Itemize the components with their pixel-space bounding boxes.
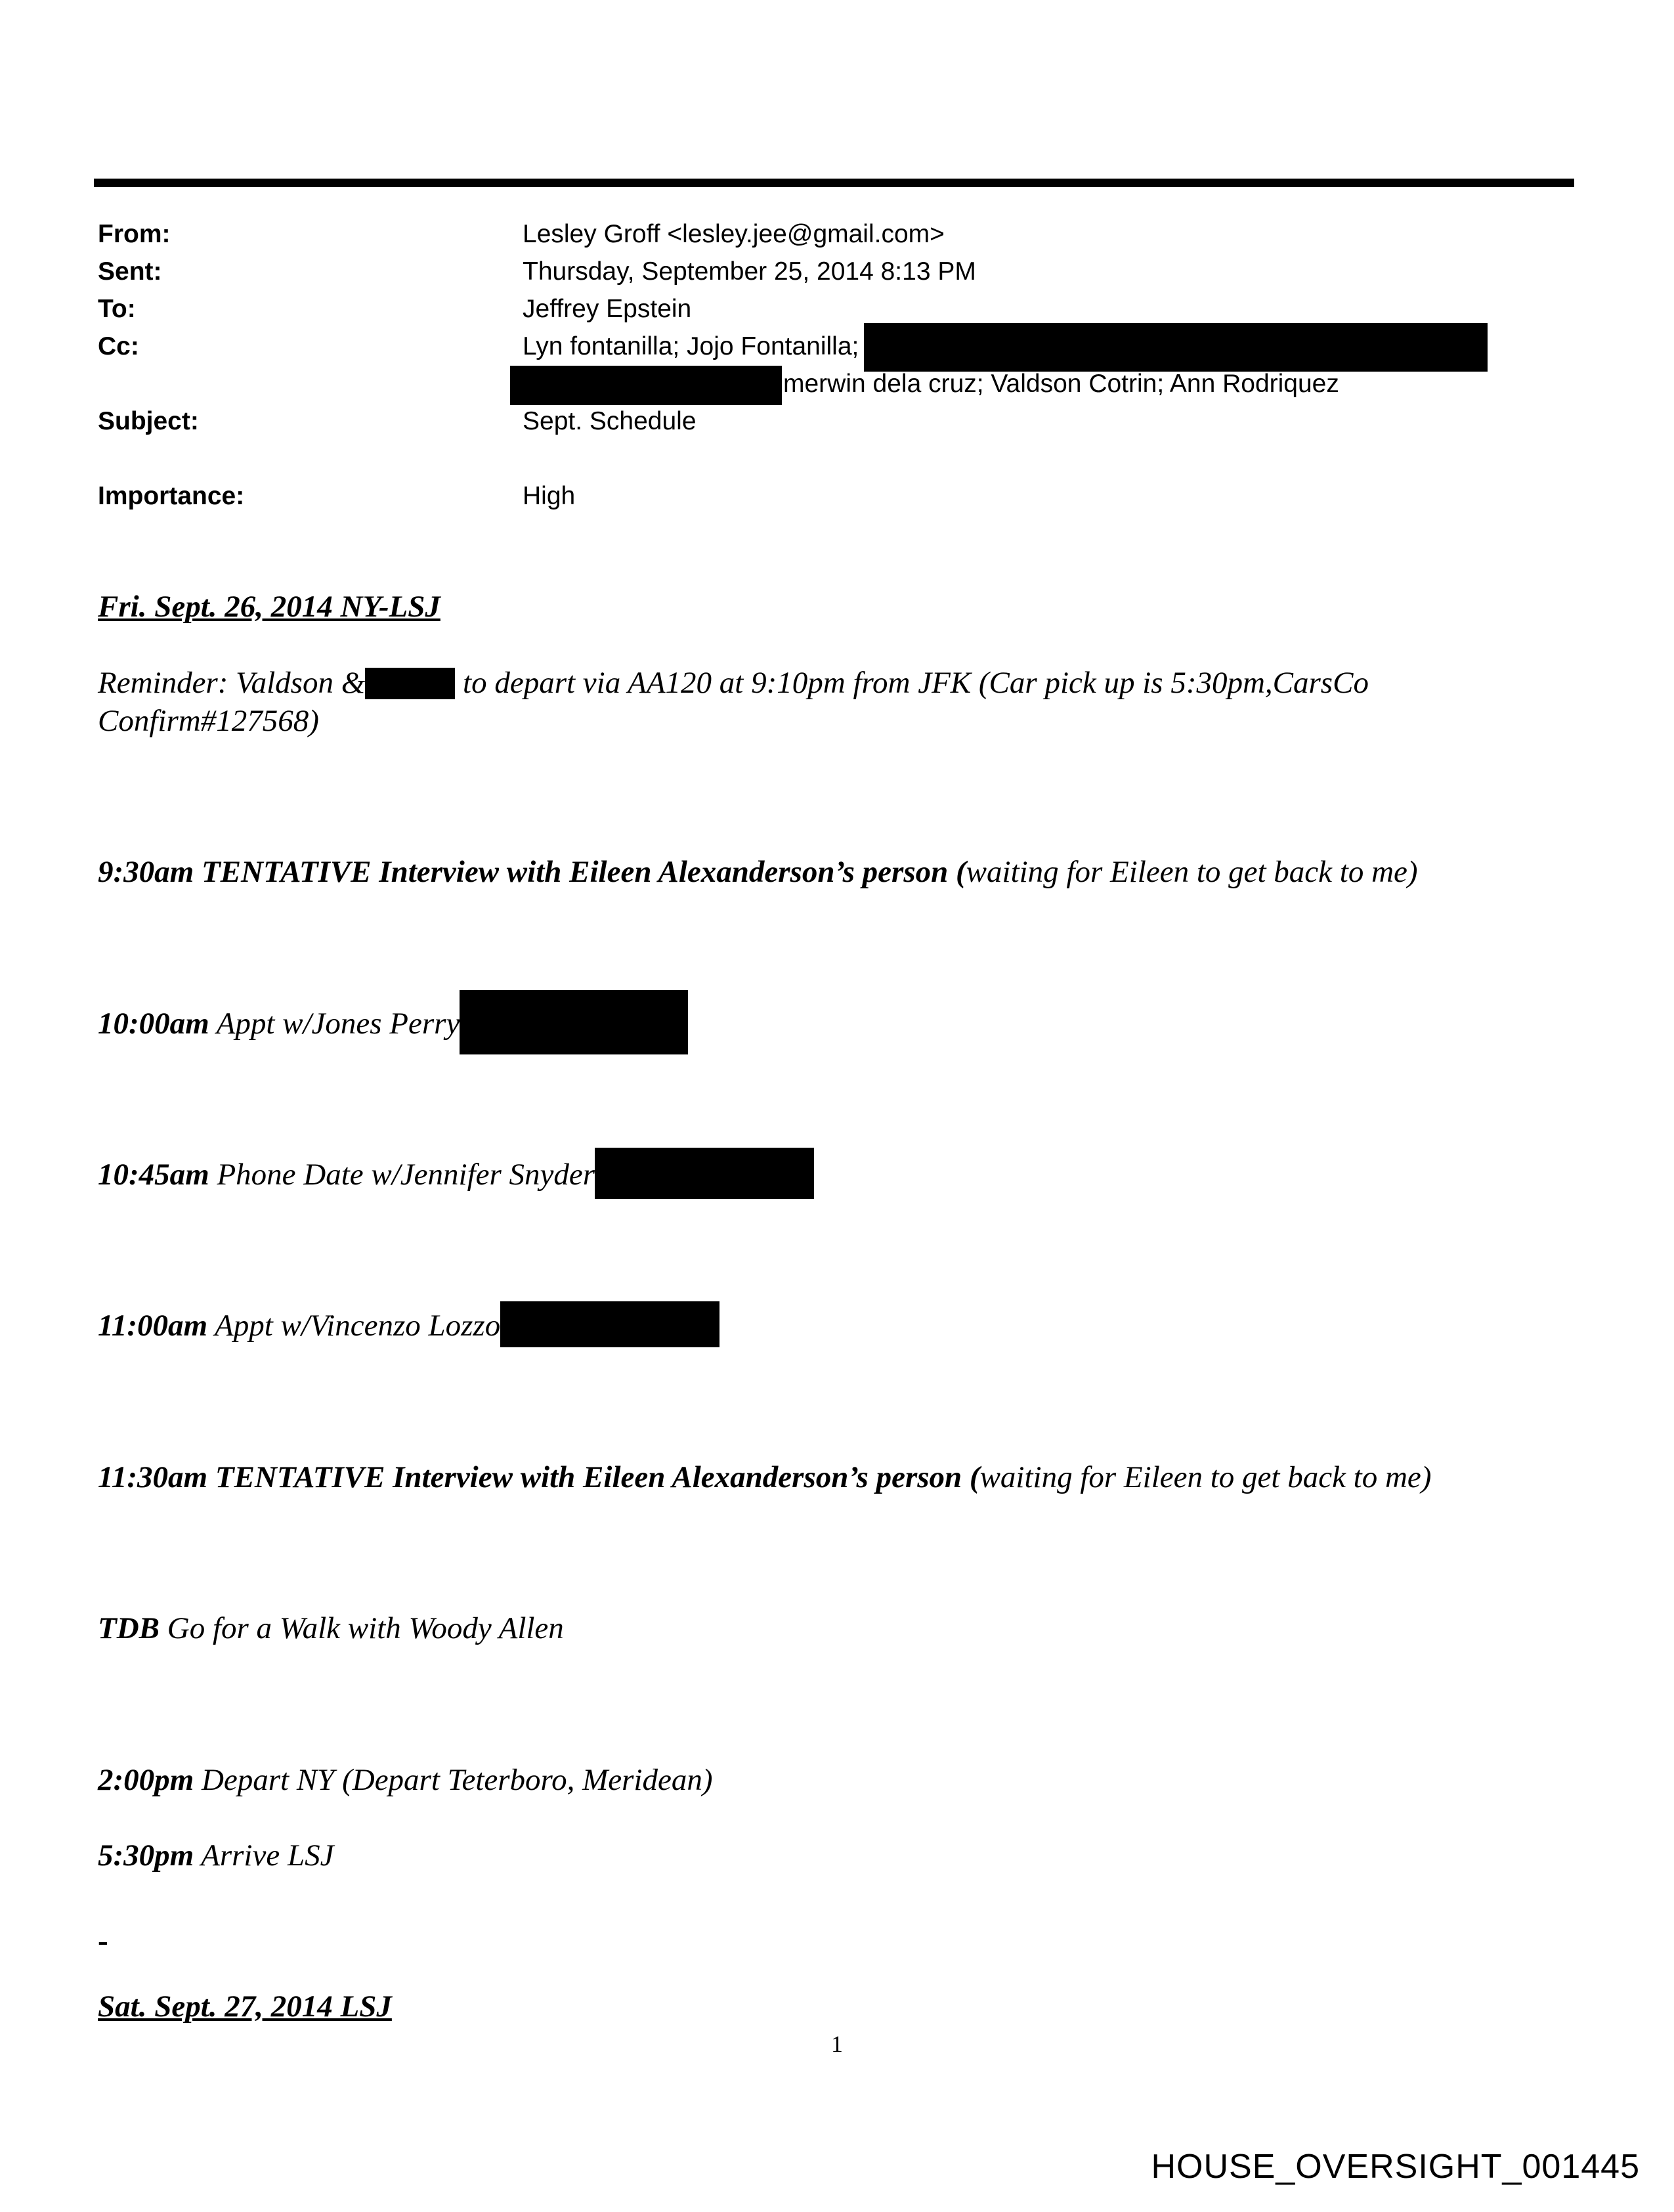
item-time: TDB bbox=[98, 1611, 160, 1645]
item-note: waiting for Eileen to get back to me) bbox=[979, 1460, 1432, 1494]
redaction-box bbox=[510, 366, 782, 405]
item-time: 10:45am bbox=[98, 1158, 209, 1192]
importance-value: High bbox=[523, 482, 576, 510]
redaction-box bbox=[500, 1301, 719, 1347]
header-rule bbox=[94, 179, 1574, 187]
schedule-item-1130 bbox=[98, 1458, 1431, 1496]
sent-value: Thursday, September 25, 2014 8:13 PM bbox=[523, 257, 976, 286]
separator-dash: - bbox=[98, 1924, 108, 1958]
item-time: 9:30am TENTATIVE Interview with Eileen Alexanderson’s person ( bbox=[98, 855, 966, 889]
item-text: Appt w/Vincenzo Lozzo bbox=[207, 1309, 501, 1343]
importance-label: Importance: bbox=[98, 482, 245, 510]
from-label: From: bbox=[98, 220, 171, 248]
cc-value-line2: merwin dela cruz; Valdson Cotrin; Ann Rodriquez bbox=[510, 368, 1339, 405]
redaction-box bbox=[365, 668, 455, 699]
cc-value-line1: Lyn fontanilla; Jojo Fontanilla; bbox=[523, 330, 1488, 372]
item-time: 10:00am bbox=[98, 1007, 209, 1041]
day1-heading: Fri. Sept. 26, 2014 NY-LSJ bbox=[98, 590, 440, 624]
item-text: Arrive LSJ bbox=[194, 1838, 334, 1873]
sent-label: Sent: bbox=[98, 257, 162, 286]
schedule-item-1045 bbox=[98, 1156, 814, 1199]
item-time: 5:30pm bbox=[98, 1838, 194, 1873]
schedule-item-930 bbox=[98, 853, 1418, 891]
to-value: Jeffrey Epstein bbox=[523, 295, 692, 323]
item-time: 2:00pm bbox=[98, 1763, 194, 1797]
day2-heading: Sat. Sept. 27, 2014 LSJ bbox=[98, 1989, 392, 2024]
item-text: Depart NY (Depart Teterboro, Meridean) bbox=[194, 1763, 713, 1797]
redaction-box bbox=[864, 323, 1488, 372]
item-text: Appt w/Jones Perry bbox=[209, 1007, 460, 1041]
page-number: 1 bbox=[831, 2031, 843, 2057]
item-text: Go for a Walk with Woody Allen bbox=[160, 1611, 564, 1645]
schedule-item-1100 bbox=[98, 1307, 719, 1347]
to-label: To: bbox=[98, 295, 136, 323]
redaction-box bbox=[460, 990, 688, 1054]
subject-value: Sept. Schedule bbox=[523, 407, 697, 435]
cc-label: Cc: bbox=[98, 332, 139, 360]
redaction-box bbox=[595, 1148, 814, 1199]
schedule-item-200 bbox=[98, 1761, 712, 1799]
item-text: Phone Date w/Jennifer Snyder bbox=[209, 1158, 595, 1192]
item-time: 11:00am bbox=[98, 1309, 208, 1343]
from-value: Lesley Groff <lesley.jee@gmail.com> bbox=[523, 220, 945, 248]
bates-number: HOUSE_OVERSIGHT_001445 bbox=[1151, 2148, 1640, 2186]
schedule-item-tdb bbox=[98, 1609, 564, 1647]
item-note: waiting for Eileen to get back to me) bbox=[966, 855, 1418, 889]
schedule-item-530 bbox=[98, 1836, 333, 1875]
reminder-line2: Confirm#127568) bbox=[98, 704, 319, 738]
item-time: 11:30am TENTATIVE Interview with Eileen Alexanderson’s person ( bbox=[98, 1460, 980, 1494]
subject-label: Subject: bbox=[98, 407, 199, 435]
reminder-line1: Reminder: Valdson & to depart via AA120 at 9:10pm from JFK (Car pick up is 5:30pm,CarsCo bbox=[98, 666, 1369, 700]
schedule-item-1000 bbox=[98, 1005, 688, 1054]
